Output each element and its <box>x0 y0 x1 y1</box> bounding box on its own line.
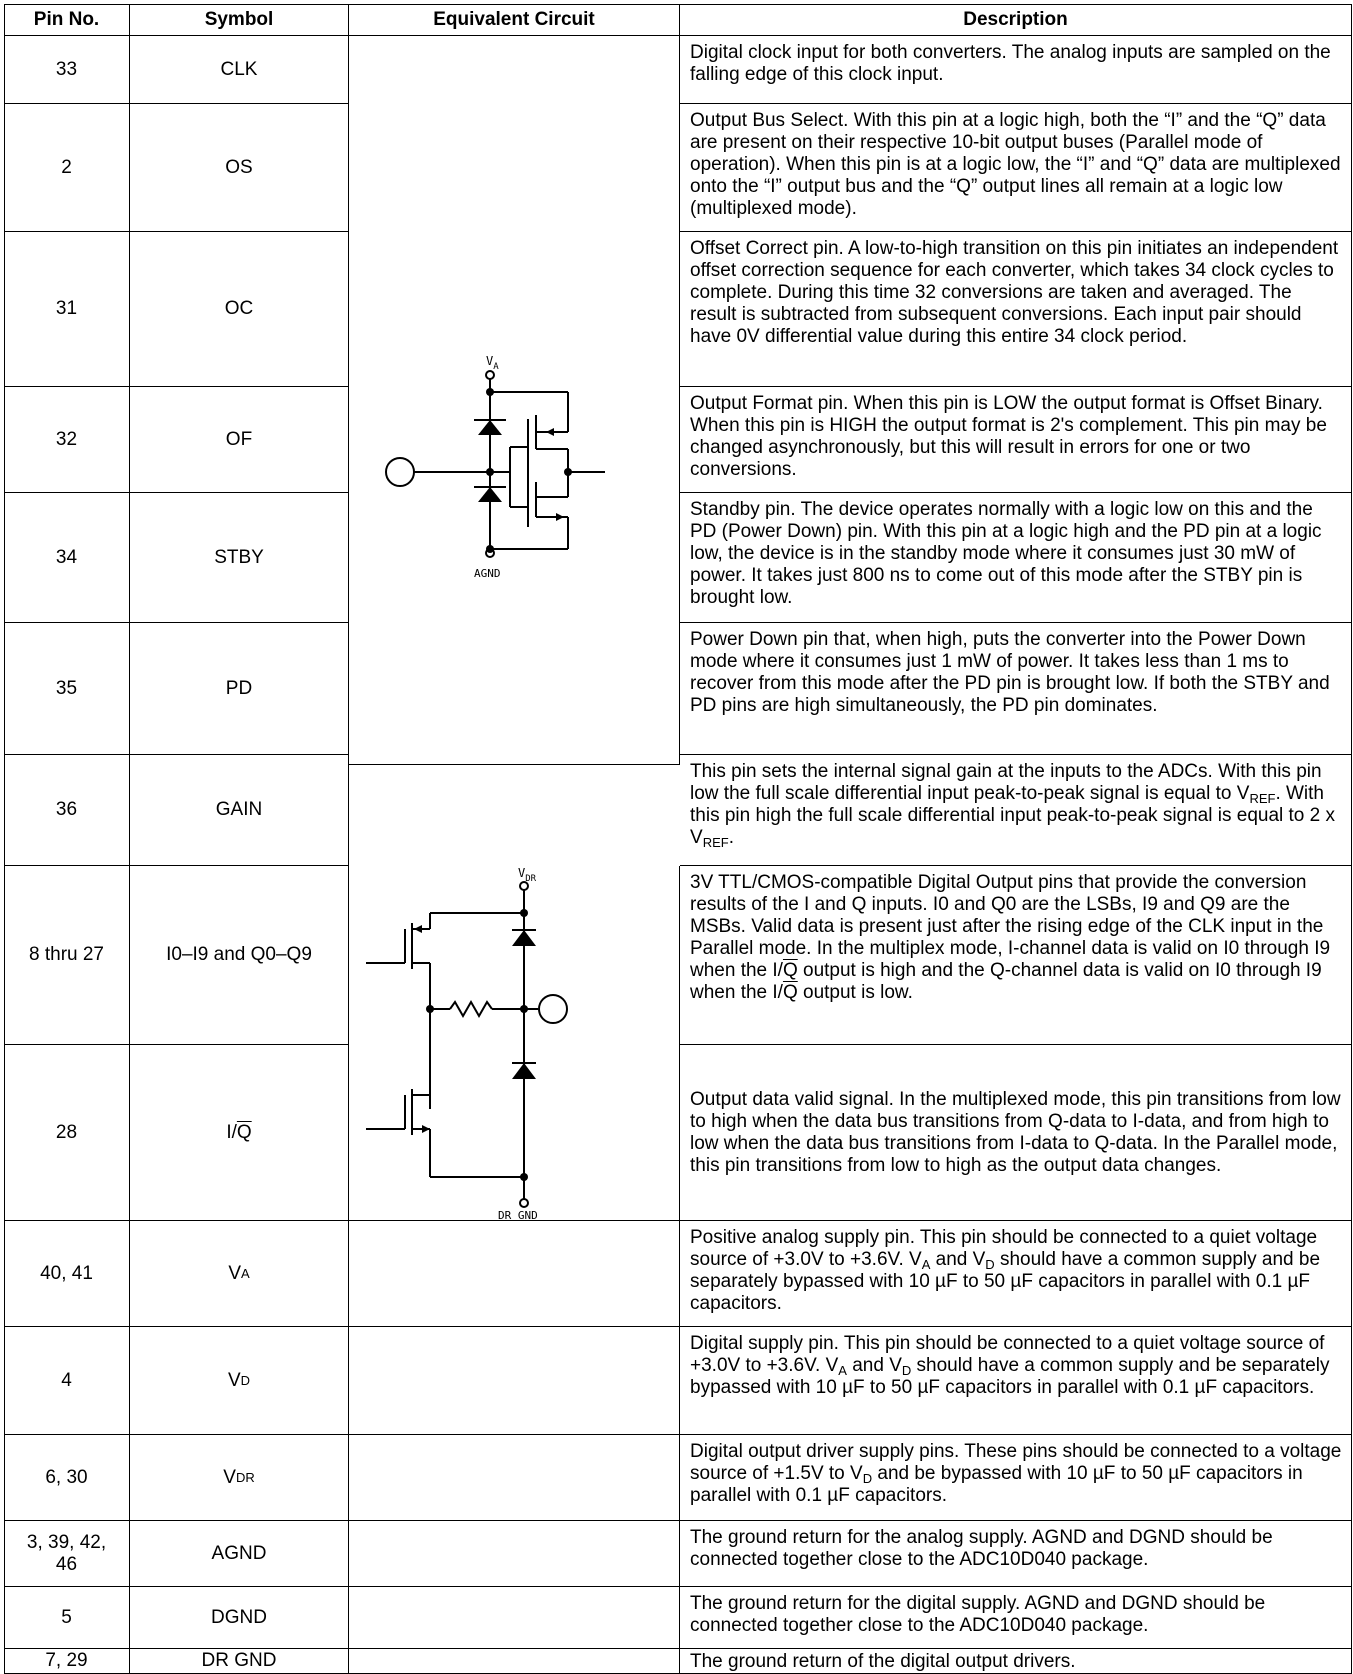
pin-description: The ground return for the analog supply. AGND and DGND should be connected together close to the ADC10D040 package. <box>680 1521 1352 1587</box>
pin-symbol: OS <box>130 104 349 232</box>
pin-symbol: GAIN <box>130 755 349 866</box>
pin-symbol: I0–I9 and Q0–Q9 <box>130 866 349 1045</box>
pin-number: 31 <box>4 232 130 387</box>
pin-symbol: V DR <box>130 1435 349 1521</box>
pin-number: 36 <box>4 755 130 866</box>
pin-number: 40, 41 <box>4 1221 130 1327</box>
supply-label-vdr: $V_{DR}$ <box>518 867 537 884</box>
header-pin-no: Pin No. <box>4 4 130 36</box>
header-symbol: Symbol <box>130 4 349 36</box>
pin-description: Output Format pin. When this pin is LOW the output format is Offset Binary. When this pin is HIGH the output format is 2's complement. This pin may be changed asynchronously, but this will result in errors for one or two conversions. <box>680 387 1352 493</box>
pin-number: 2 <box>4 104 130 232</box>
pin-description: Digital clock input for both converters. The analog inputs are sampled on the falling edge of this clock input. <box>680 36 1352 104</box>
ground-label-dr-gnd: DR GND <box>498 1209 538 1221</box>
pin-description: Positive analog supply pin. This pin should be connected to a quiet voltage source of +3.0V to +3.6V. $V_A$ and $V_D$ should have a common supply and be separately bypassed with 10 µF to 50 µF capacitors in parallel with 0.1 µF capacitors. <box>680 1221 1352 1327</box>
pin-symbol: OC <box>130 232 349 387</box>
pin-number: 35 <box>4 623 130 755</box>
equivalent-circuit-empty <box>349 1221 680 1327</box>
supply-label-va: $V_A$ <box>486 354 499 372</box>
equivalent-circuit-cell-output <box>349 866 680 1221</box>
pin-symbol: CLK <box>130 36 349 104</box>
ground-label-agnd: AGND <box>474 567 501 580</box>
pin-description: Output data valid signal. In the multiplexed mode, this pin transitions from low to high when the data bus transitions from Q-data to I-data, and from high to low when the data bus transitions from I-data to Q-data. In the Parallel mode, this pin transitions from low to high as the output data changes. <box>680 1045 1352 1221</box>
pin-symbol: OF <box>130 387 349 493</box>
pin-symbol: DGND <box>130 1587 349 1649</box>
pin-symbol: AGND <box>130 1521 349 1587</box>
pin-description: The ground return of the digital output drivers. <box>680 1649 1352 1674</box>
input-equivalent-circuit <box>350 37 680 765</box>
pin-description: Offset Correct pin. A low-to-high transition on this pin initiates an independent offset correction sequence for each converter, which takes 34 clock cycles to complete. During this time 32 conversions are taken and averaged. The result is subtracted from subsequent conversions. Each input pair should have 0V differential value during this entire 34 clock period. <box>680 232 1352 387</box>
equivalent-circuit-empty <box>349 1327 680 1435</box>
pin-description: The ground return for the digital supply. AGND and DGND should be connected together close to the ADC10D040 package. <box>680 1587 1352 1649</box>
pin-symbol: V D <box>130 1327 349 1435</box>
equivalent-circuit-cell-input <box>349 36 680 765</box>
pin-description: Output Bus Select. With this pin at a logic high, both the “I” and the “Q” data are present on their respective 10-bit output buses (Parallel mode of operation). When this pin is at a logic low, the “I” and “Q” data are multiplexed onto the “I” output bus and the “Q” output lines all remain at a logic low (multiplexed mode). <box>680 104 1352 232</box>
pin-number: 6, 30 <box>4 1435 130 1521</box>
equivalent-circuit-empty <box>349 1587 680 1649</box>
equivalent-circuit-empty <box>349 1435 680 1521</box>
pin-description: 3V TTL/CMOS-compatible Digital Output pins that provide the conversion results of the I and Q inputs. I0 and Q0 are the LSBs, I9 and Q9 are the MSBs. Valid data is present just after the rising edge of the CLK input in the Parallel mode. In the multiplex mode, I-channel data is valid on I0 through I9 when the $I/\overline{Q}$ output is high and the Q-channel data is valid on I0 through I9 when the $I/\overline{Q}$ output is low. <box>680 866 1352 1045</box>
equivalent-circuit-empty <box>349 1521 680 1587</box>
output-equivalent-circuit <box>350 867 680 1221</box>
pin-description: Power Down pin that, when high, puts the converter into the Power Down mode where it consumes just 1 mW of power. It takes less than 1 ms to recover from this mode after the PD pin is brought low. If both the STBY and PD pins are high simultaneously, the PD pin dominates. <box>680 623 1352 755</box>
pin-description: Digital supply pin. This pin should be connected to a quiet voltage source of +3.0V to +3.6V. $V_A$ and $V_D$ should have a common supply and be separately bypassed with 10 µF to 50 µF capacitors in parallel with 0.1 µF capacitors. <box>680 1327 1352 1435</box>
pin-symbol: I/ $\overline{Q}$ <box>130 1045 349 1221</box>
pin-description: Standby pin. The device operates normally with a logic low on this and the PD (Power Down) pin. With this pin at a logic high and the PD pin at a logic low, the device is in the standby mode where it consumes just 30 mW of power. It takes just 800 ns to come out of this mode after the STBY pin is brought low. <box>680 493 1352 623</box>
pin-number: 28 <box>4 1045 130 1221</box>
pin-number: 3, 39, 42, 46 <box>4 1521 130 1587</box>
header-description: Description <box>680 4 1352 36</box>
pin-symbol: PD <box>130 623 349 755</box>
pin-symbol: V A <box>130 1221 349 1327</box>
pin-number: 5 <box>4 1587 130 1649</box>
pin-number: 4 <box>4 1327 130 1435</box>
pin-number: 7, 29 <box>4 1649 130 1674</box>
pin-number: 32 <box>4 387 130 493</box>
pin-number: 33 <box>4 36 130 104</box>
pin-number: 34 <box>4 493 130 623</box>
pin-symbol: DR GND <box>130 1649 349 1674</box>
pin-number: 8 thru 27 <box>4 866 130 1045</box>
pin-symbol: STBY <box>130 493 349 623</box>
equivalent-circuit-empty <box>349 1649 680 1674</box>
pin-description-table <box>4 4 1342 1672</box>
pin-description: This pin sets the internal signal gain at the inputs to the ADCs. With this pin low the full scale differential input peak-to-peak signal is equal to $V_{REF}$. With this pin high the full scale differential input peak-to-peak signal is equal to 2 x $V_{REF}$. <box>680 755 1352 866</box>
pin-description: Digital output driver supply pins. These pins should be connected to a voltage source of +1.5V to $V_D$ and be bypassed with 10 µF to 50 µF capacitors in parallel with 0.1 µF capacitors. <box>680 1435 1352 1521</box>
header-equivalent-circuit: Equivalent Circuit <box>349 4 680 36</box>
